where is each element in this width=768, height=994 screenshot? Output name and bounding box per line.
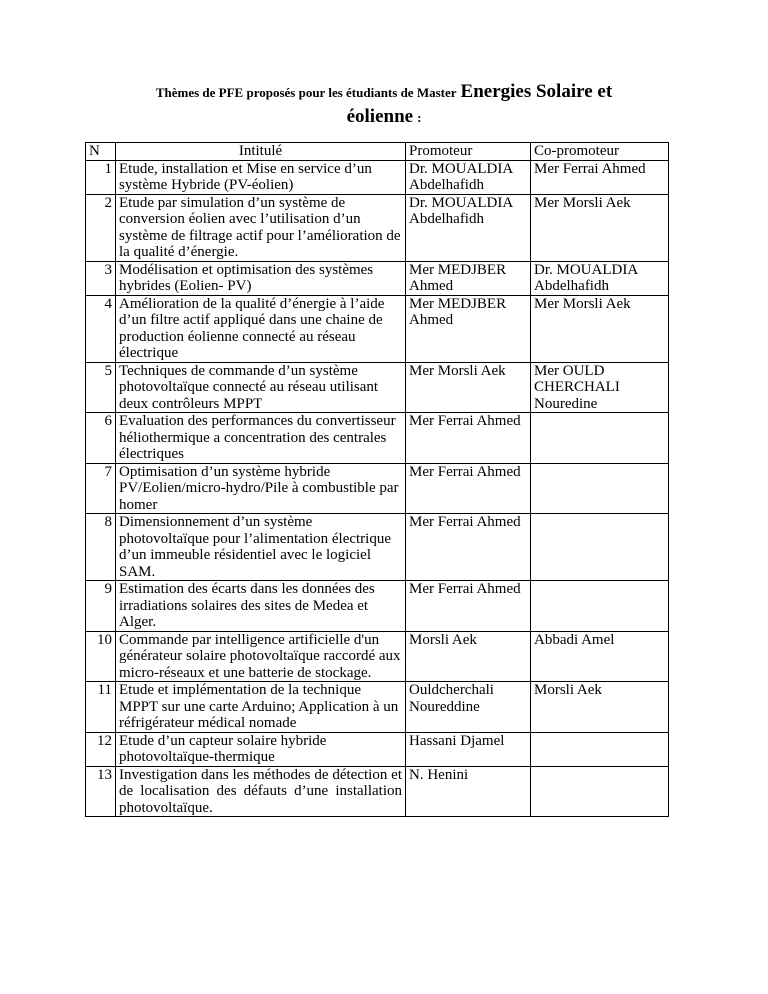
row-number: 10 (86, 631, 116, 682)
row-promoteur: Hassani Djamel (406, 732, 531, 766)
header-promoteur: Promoteur (406, 143, 531, 161)
title-line-1 (0, 80, 768, 105)
row-copromoteur (531, 463, 669, 514)
row-promoteur: Morsli Aek (406, 631, 531, 682)
row-copromoteur (531, 413, 669, 464)
row-intitule: Modélisation et optimisation des systèmes hybrides (Eolien- PV) (116, 261, 406, 295)
table-header-row (86, 143, 669, 161)
row-number: 2 (86, 194, 116, 261)
row-intitule: Etude et implémentation de la technique MPPT sur une carte Arduino; Application à un réfrigérateur médical nomade (116, 682, 406, 733)
row-promoteur: Mer Morsli Aek (406, 362, 531, 413)
table-row (86, 631, 669, 682)
table-row (86, 766, 669, 817)
row-number: 13 (86, 766, 116, 817)
row-number: 11 (86, 682, 116, 733)
row-copromoteur (531, 766, 669, 817)
row-intitule: Etude d’un capteur solaire hybride photovoltaïque-thermique (116, 732, 406, 766)
row-intitule: Estimation des écarts dans les données des irradiations solaires des sites de Medea et Alger. (116, 581, 406, 632)
row-intitule: Etude par simulation d’un système de conversion éolien avec l’utilisation d’un système de filtrage actif pour l’amélioration de la qualité d’énergie. (116, 194, 406, 261)
table-row (86, 295, 669, 362)
table-row (86, 194, 669, 261)
row-promoteur: Ouldcherchali Noureddine (406, 682, 531, 733)
row-intitule: Investigation dans les méthodes de détection et de localisation des défauts d’une installation photovoltaïque. (116, 766, 406, 817)
table-row (86, 514, 669, 581)
row-number: 6 (86, 413, 116, 464)
row-number: 5 (86, 362, 116, 413)
title-subject-continued: éolienne (346, 106, 414, 127)
table-body (86, 160, 669, 817)
title-prefix: Thèmes de PFE proposés pour les étudiants de Master (155, 85, 457, 100)
row-number: 8 (86, 514, 116, 581)
row-number: 4 (86, 295, 116, 362)
document-title (0, 80, 768, 130)
header-n: N (86, 143, 116, 161)
table-row (86, 362, 669, 413)
row-number: 9 (86, 581, 116, 632)
title-line-2 (0, 105, 768, 130)
table-row (86, 581, 669, 632)
header-copromoteur: Co-promoteur (531, 143, 669, 161)
row-copromoteur: Mer Ferrai Ahmed (531, 160, 669, 194)
row-intitule: Dimensionnement d’un système photovoltaïque pour l’alimentation électrique d’un immeuble résidentiel avec le logiciel SAM. (116, 514, 406, 581)
row-number: 7 (86, 463, 116, 514)
row-intitule: Amélioration de la qualité d’énergie à l’aide d’un filtre actif appliqué dans une chaine de production éolienne connecté au réseau électrique (116, 295, 406, 362)
row-copromoteur: Mer Morsli Aek (531, 194, 669, 261)
row-copromoteur: Morsli Aek (531, 682, 669, 733)
row-promoteur: Mer Ferrai Ahmed (406, 581, 531, 632)
row-copromoteur: Dr. MOUALDIA Abdelhafidh (531, 261, 669, 295)
row-copromoteur: Mer OULD CHERCHALI Nouredine (531, 362, 669, 413)
row-copromoteur (531, 732, 669, 766)
row-promoteur: Mer Ferrai Ahmed (406, 413, 531, 464)
row-intitule: Evaluation des performances du convertisseur héliothermique a concentration des centrales électriques (116, 413, 406, 464)
table-row (86, 682, 669, 733)
row-copromoteur (531, 581, 669, 632)
row-promoteur: Mer Ferrai Ahmed (406, 463, 531, 514)
row-intitule: Techniques de commande d’un système photovoltaïque connecté au réseau utilisant deux contrôleurs MPPT (116, 362, 406, 413)
row-promoteur: Mer MEDJBER Ahmed (406, 295, 531, 362)
row-number: 1 (86, 160, 116, 194)
table-row (86, 413, 669, 464)
table-row (86, 160, 669, 194)
topics-table (85, 142, 669, 817)
header-intitule: Intitulé (116, 143, 406, 161)
table-row (86, 732, 669, 766)
table-row (86, 261, 669, 295)
row-promoteur: Mer Ferrai Ahmed (406, 514, 531, 581)
row-intitule: Etude, installation et Mise en service d’un système Hybride (PV-éolien) (116, 160, 406, 194)
row-intitule: Commande par intelligence artificielle d'un générateur solaire photovoltaïque raccordé aux micro-réseaux et une batterie de stockage. (116, 631, 406, 682)
row-copromoteur (531, 514, 669, 581)
title-subject: Energies Solaire et (460, 81, 613, 102)
title-colon: : (417, 110, 422, 125)
row-copromoteur: Abbadi Amel (531, 631, 669, 682)
row-promoteur: Dr. MOUALDIA Abdelhafidh (406, 194, 531, 261)
row-number: 3 (86, 261, 116, 295)
row-promoteur: N. Henini (406, 766, 531, 817)
table-row (86, 463, 669, 514)
row-promoteur: Mer MEDJBER Ahmed (406, 261, 531, 295)
row-number: 12 (86, 732, 116, 766)
row-copromoteur: Mer Morsli Aek (531, 295, 669, 362)
row-promoteur: Dr. MOUALDIA Abdelhafidh (406, 160, 531, 194)
row-intitule: Optimisation d’un système hybride PV/Eolien/micro-hydro/Pile à combustible par homer (116, 463, 406, 514)
